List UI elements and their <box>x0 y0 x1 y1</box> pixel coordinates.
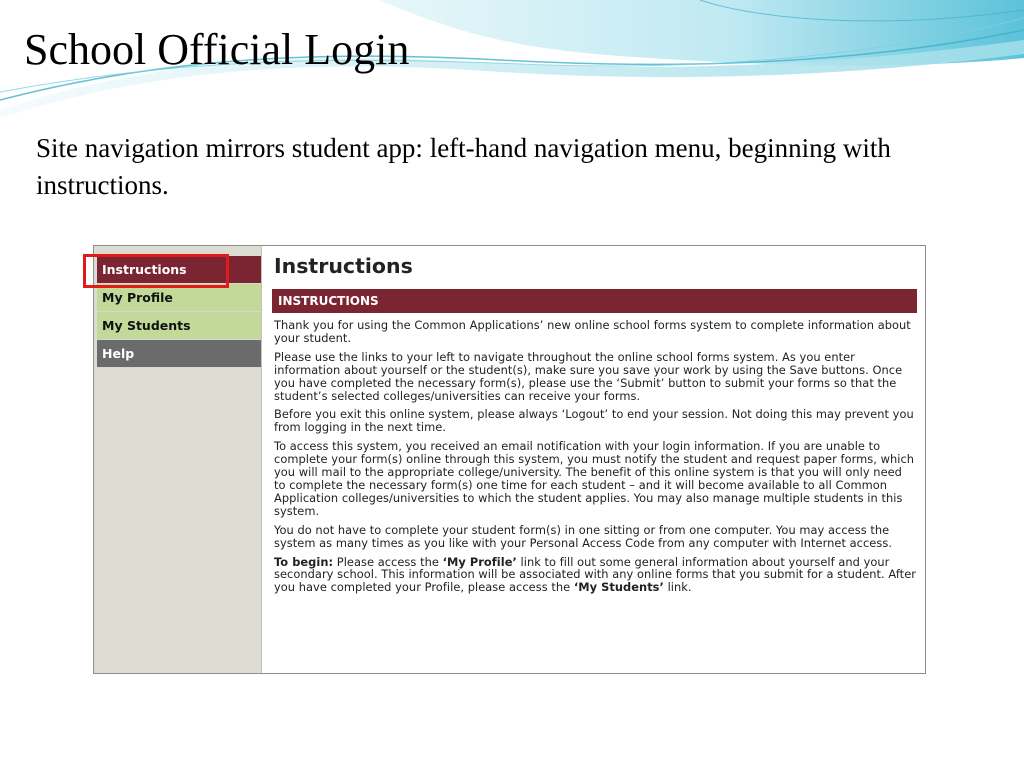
my-profile-link-text: ‘My Profile’ <box>442 554 517 569</box>
instructions-paragraph: Before you exit this online system, please always ‘Logout’ to end your session. Not doing this may prevent you from logging in the next time. <box>274 407 914 435</box>
instructions-content <box>272 246 917 594</box>
nav-item-my-profile[interactable]: My Profile <box>97 284 261 312</box>
nav-item-instructions[interactable]: Instructions <box>97 256 261 284</box>
slide-subtitle: Site navigation mirrors student app: left-hand navigation menu, beginning with instructions. <box>36 133 891 200</box>
left-navigation-menu <box>94 246 262 673</box>
instructions-paragraph: Thank you for using the Common Applications’ new online school forms system to complete information about your student. <box>274 318 911 345</box>
to-begin-text-1: Please access the <box>333 554 443 569</box>
instructions-paragraph: You do not have to complete your student form(s) in one sitting or from one computer. You may access the system as many times as you like with your Personal Access Code from any computer with Internet access. <box>274 522 893 550</box>
nav-item-help[interactable]: Help <box>97 340 261 368</box>
to-begin-text-2: link to fill out some general information about yourself and your secondary school. This information will be associated with any online forms that you submit for a student. After you have completed your Profile, please access the <box>274 554 916 595</box>
instructions-paragraph: Please use the links to your left to navigate throughout the online school forms system. As you enter information about yourself or the student(s), make sure you save your work by using the Save buttons. Once you have completed the necessary form(s), please use the ‘Submit’ button to submit your forms so that the student’s selected colleges/universities can receive your forms. <box>274 349 903 403</box>
to-begin-label: To begin: <box>274 554 334 569</box>
slide-title: School Official Login <box>24 25 410 74</box>
instructions-paragraph: To access this system, you received an email notification with your login information. If you are unable to complete your form(s) online through this system, you must notify the student and request paper forms, which you will mail to the appropriate college/university. The benefit of this online system is that you will only need to complete the necessary form(s) one time for each student – and it will become available to all Common Application colleges/universities to which the student applies. You may also manage multiple students in this system. <box>274 439 915 518</box>
my-students-link-text: ‘My Students’ <box>573 580 664 595</box>
to-begin-text-3: link. <box>663 580 692 595</box>
embedded-screenshot <box>93 245 926 674</box>
section-header-bar: INSTRUCTIONS <box>272 289 917 313</box>
to-begin-paragraph <box>274 556 917 595</box>
nav-item-my-students[interactable]: My Students <box>97 312 261 340</box>
page-heading: Instructions <box>274 254 413 278</box>
